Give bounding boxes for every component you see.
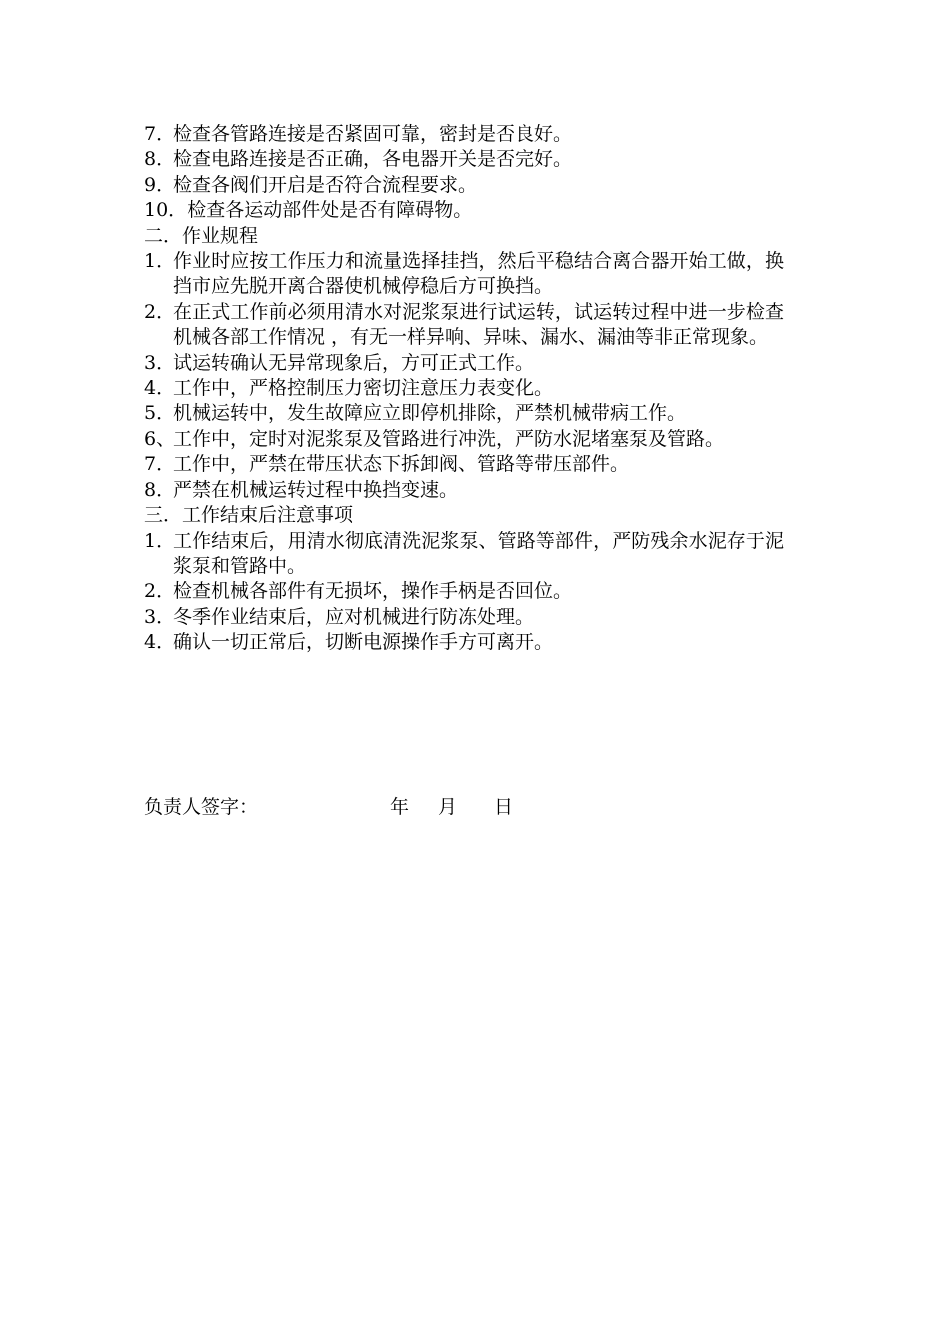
item-number: 5． [144, 402, 176, 425]
list-item [144, 122, 784, 147]
item-text: 检查各阀们开启是否符合流程要求。 [173, 173, 478, 196]
item-number: 4． [144, 631, 176, 654]
item-number: 2． [144, 580, 176, 603]
document-body [144, 122, 784, 656]
list-item [144, 351, 784, 376]
list-item [144, 198, 784, 223]
list-item [144, 401, 784, 426]
item-text: 工作结束后，用清水彻底清洗泥浆泵、管路等部件，严防残余水泥存于泥浆泵和管路中。 [173, 529, 784, 577]
item-number: 8． [144, 478, 176, 501]
list-item [144, 605, 784, 630]
section-heading: 三．工作结束后注意事项 [144, 504, 354, 527]
list-item [144, 529, 784, 580]
item-number: 1． [144, 529, 176, 552]
item-text: 机械运转中，发生故障应立即停机排除，严禁机械带病工作。 [173, 402, 687, 425]
list-item [144, 376, 784, 401]
item-text: 冬季作业结束后，应对机械进行防冻处理。 [173, 605, 535, 628]
item-number: 2． [144, 300, 176, 323]
item-text: 检查各管路连接是否紧固可靠，密封是否良好。 [173, 123, 573, 145]
item-number: 3． [144, 351, 176, 374]
section-heading: 二．作业规程 [144, 224, 259, 247]
list-item [144, 579, 784, 604]
list-item [144, 452, 784, 477]
list-item [144, 630, 784, 655]
signature-day: 日 [494, 796, 514, 818]
item-text: 工作中，定时对泥浆泵及管路进行冲洗，严防水泥堵塞泵及管路。 [173, 427, 725, 450]
item-text: 作业时应按工作压力和流量选择挂挡，然后平稳结合离合器开始工做，换挡市应先脱开离合器使机械停稳后方可换挡。 [173, 250, 784, 298]
item-text: 检查各运动部件处是否有障碍物。 [187, 199, 473, 222]
signature-month: 月 [438, 796, 458, 818]
item-text: 工作中，严格控制压力密切注意压力表变化。 [173, 377, 554, 400]
item-number: 1． [144, 250, 176, 273]
item-number: 7． [144, 453, 176, 476]
item-text: 检查电路连接是否正确，各电器开关是否完好。 [173, 148, 573, 171]
list-item [144, 249, 784, 300]
item-text: 确认一切正常后，切断电源操作手方可离开。 [173, 631, 554, 654]
item-text: 严禁在机械运转过程中换挡变速。 [173, 478, 459, 501]
list-item [144, 300, 784, 351]
item-text: 在正式工作前必须用清水对泥浆泵进行试运转，试运转过程中进一步检查机械各部工作情况 ，有无一样异响、异味、漏水、漏油等非正常现象。 [173, 300, 784, 349]
list-item [144, 173, 784, 198]
list-item [144, 478, 784, 503]
item-number: 3． [144, 605, 176, 628]
signature-year: 年 [390, 796, 410, 818]
item-text: 工作中，严禁在带压状态下拆卸阀、管路等带压部件。 [173, 453, 630, 476]
item-text: 试运转确认无异常现象后，方可正式工作。 [173, 351, 535, 374]
list-item [144, 427, 784, 452]
signature-line [144, 795, 513, 820]
item-number: 9． [144, 173, 176, 196]
item-number: 4． [144, 377, 176, 400]
signature-label: 负责人签字： [144, 796, 259, 818]
item-number: 6、 [144, 427, 176, 450]
item-number: 10． [144, 199, 188, 222]
list-item [144, 147, 784, 172]
item-number: 7． [144, 123, 176, 145]
item-number: 8． [144, 148, 176, 171]
item-text: 检查机械各部件有无损坏，操作手柄是否回位。 [173, 580, 573, 603]
